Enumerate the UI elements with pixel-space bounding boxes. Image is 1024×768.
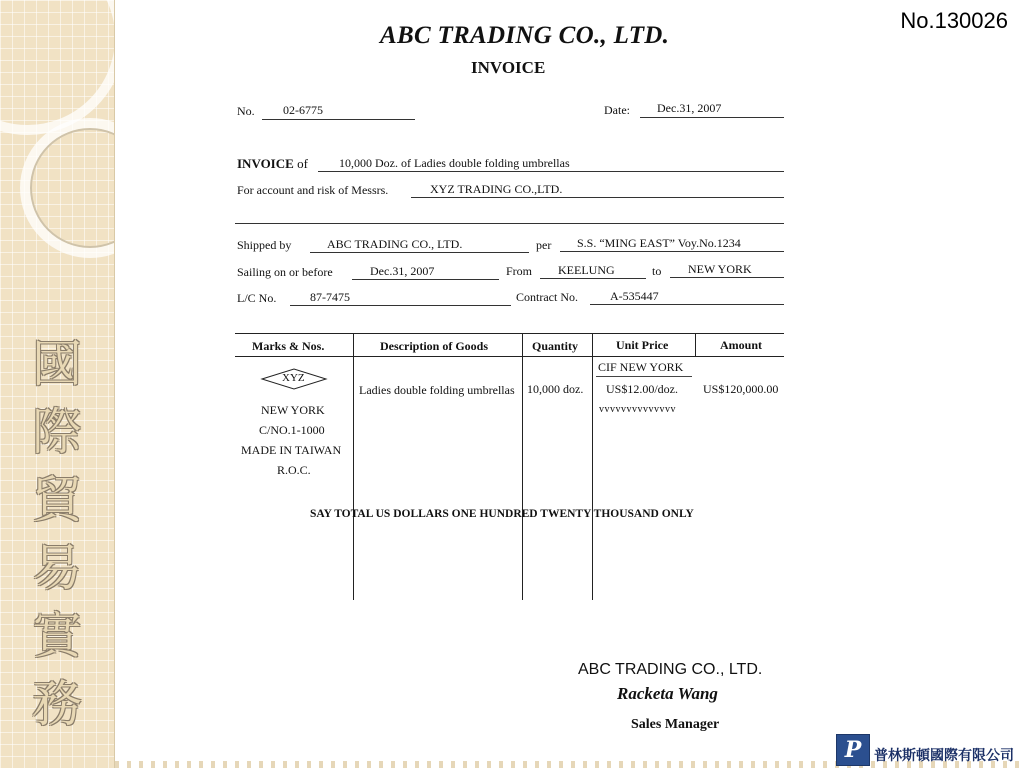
document-title: INVOICE <box>471 58 546 77</box>
decorative-sidebar <box>0 0 115 768</box>
from-label: From <box>506 264 533 278</box>
goods-description: Ladies double folding umbrellas <box>359 383 515 397</box>
per-value: S.S. “MING EAST” Voy.No.1234 <box>577 236 741 250</box>
lc-value: 87-7475 <box>310 290 350 304</box>
amount-value: US$120,000.00 <box>703 382 779 396</box>
account-label: For account and risk of Messrs. <box>237 183 389 197</box>
sailing-value: Dec.31, 2007 <box>370 264 435 278</box>
footer-company: ABC TRADING CO., LTD. <box>578 661 763 678</box>
invoice-of: of <box>297 156 308 171</box>
header-unit-price: Unit Price <box>616 338 669 352</box>
header-description: Description of Goods <box>380 339 488 353</box>
header-marks: Marks & Nos. <box>252 339 325 353</box>
date-value: Dec.31, 2007 <box>657 101 722 115</box>
sailing-label: Sailing on or before <box>237 265 333 279</box>
price-terms: CIF NEW YORK <box>598 360 684 374</box>
decorative-ring-small <box>20 118 115 258</box>
marks-line: R.O.C. <box>277 463 311 477</box>
slide-number: No.130026 <box>900 8 1008 33</box>
goods-quantity: 10,000 doz. <box>527 382 584 396</box>
marks-line: MADE IN TAIWAN <box>241 443 342 457</box>
sidebar-char: 易 <box>32 539 82 597</box>
account-value: XYZ TRADING CO.,LTD. <box>430 182 563 196</box>
date-label: Date: <box>604 103 630 117</box>
publisher-name: 普林斯頓國際有限公司 <box>874 748 1014 764</box>
publisher-logo-icon: P <box>836 734 870 766</box>
no-label: No. <box>237 104 255 118</box>
invoice-value: 10,000 Doz. of Ladies double folding umbrellas <box>339 156 570 170</box>
price-marks: vvvvvvvvvvvvvv <box>599 404 676 415</box>
to-value: NEW YORK <box>688 262 752 276</box>
sidebar-char: 貿 <box>32 471 82 529</box>
header-amount: Amount <box>720 338 763 352</box>
sidebar-char: 國 <box>32 335 82 393</box>
signer-position: Sales Manager <box>631 717 720 732</box>
marks-line: NEW YORK <box>261 403 325 417</box>
from-value: KEELUNG <box>558 263 615 277</box>
to-label: to <box>652 264 662 278</box>
sidebar-char: 際 <box>32 403 82 461</box>
header-quantity: Quantity <box>532 339 579 353</box>
sidebar-title <box>22 330 92 738</box>
unit-price: US$12.00/doz. <box>606 382 678 396</box>
contract-value: A-535447 <box>610 289 659 303</box>
contract-label: Contract No. <box>516 290 578 304</box>
shipped-label: Shipped by <box>237 238 292 252</box>
lc-label: L/C No. <box>237 291 277 305</box>
company-name: ABC TRADING CO., LTD. <box>380 22 670 49</box>
sidebar-char: 務 <box>32 675 82 733</box>
shipping-mark-text: XYZ <box>282 372 305 384</box>
marks-line: C/NO.1-1000 <box>259 423 325 437</box>
signature: Racketa Wang <box>617 684 718 703</box>
sidebar-char: 實 <box>32 607 82 665</box>
no-value: 02-6775 <box>283 103 323 117</box>
invoice-label: INVOICE <box>237 156 294 171</box>
decorative-ring-large <box>0 0 115 135</box>
total-in-words: SAY TOTAL US DOLLARS ONE HUNDRED TWENTY THOUSAND ONLY <box>310 508 694 520</box>
per-label: per <box>536 238 552 252</box>
shipped-value: ABC TRADING CO., LTD. <box>327 237 463 251</box>
